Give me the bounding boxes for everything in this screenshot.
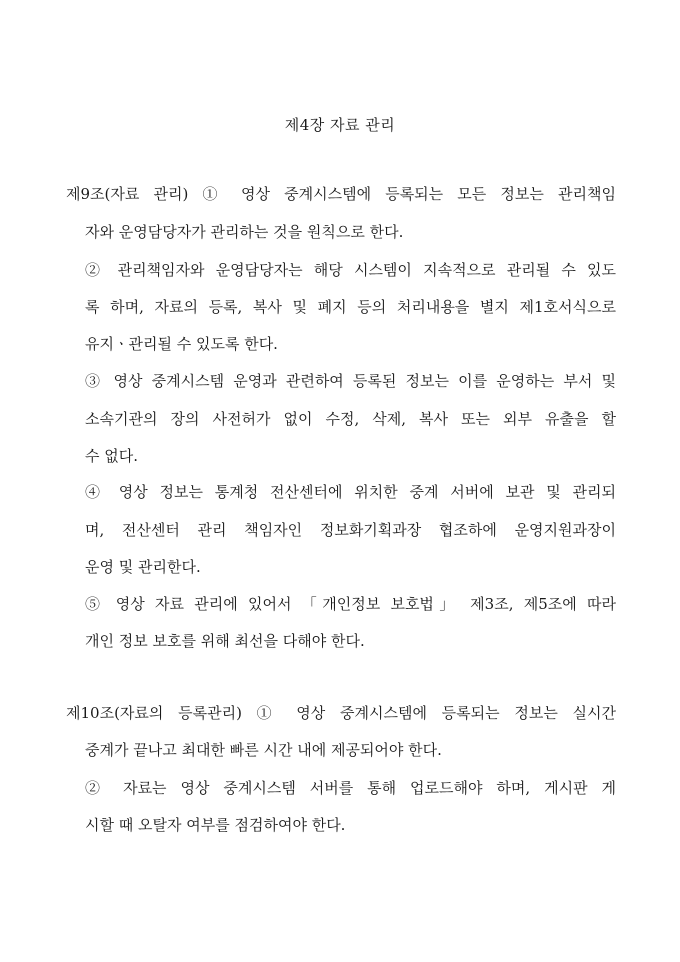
article-9-heading-line: 제9조(자료 관리) ① 영상 중계시스템에 등록되는 모든 정보는 관리책임 — [66, 185, 616, 203]
article-9-clause-2: ② 관리책임자와 운영담당자는 해당 시스템이 지속적으로 관리될 수 있도 — [85, 261, 616, 279]
article-9-clause-3: ③ 영상 중계시스템 운영과 관련하여 등록된 정보는 이를 운영하는 부서 및 — [85, 372, 616, 390]
article-9-line: 운영 및 관리한다. — [85, 558, 201, 576]
article-9-line: 록 하며, 자료의 등록, 복사 및 폐지 등의 처리내용을 별지 제1호서식으로 — [85, 298, 616, 316]
article-9-line: 개인 정보 보호를 위해 최선을 다해야 한다. — [85, 632, 365, 650]
article-10-line: 시할 때 오탈자 여부를 점검하여야 한다. — [85, 816, 346, 834]
article-10-clause-2: ② 자료는 영상 중계시스템 서버를 통해 업로드해야 하며, 게시판 게 — [85, 779, 616, 797]
chapter-title: 제4장 자료 관리 — [284, 116, 396, 134]
article-10-heading-line: 제10조(자료의 등록관리) ① 영상 중계시스템에 등록되는 정보는 실시간 — [66, 704, 616, 722]
article-10-line: 중계가 끝나고 최대한 빠른 시간 내에 제공되어야 한다. — [85, 741, 442, 759]
article-9-line: 수 없다. — [85, 447, 139, 465]
article-9-line: 유지ㆍ관리될 수 있도록 한다. — [85, 335, 278, 353]
article-9-line: 소속기관의 장의 사전허가 없이 수정, 삭제, 복사 또는 외부 유출을 할 — [85, 410, 616, 428]
article-9-line: 자와 운영담당자가 관리하는 것을 원칙으로 한다. — [85, 223, 404, 241]
article-9-clause-4: ④ 영상 정보는 통계청 전산센터에 위치한 중계 서버에 보관 및 관리되 — [85, 483, 616, 501]
article-9-clause-5: ⑤ 영상 자료 관리에 있어서 「개인정보 보호법」 제3조, 제5조에 따라 — [85, 595, 616, 613]
article-9-line: 며, 전산센터 관리 책임자인 정보화기획과장 협조하에 운영지원과장이 — [85, 521, 616, 539]
